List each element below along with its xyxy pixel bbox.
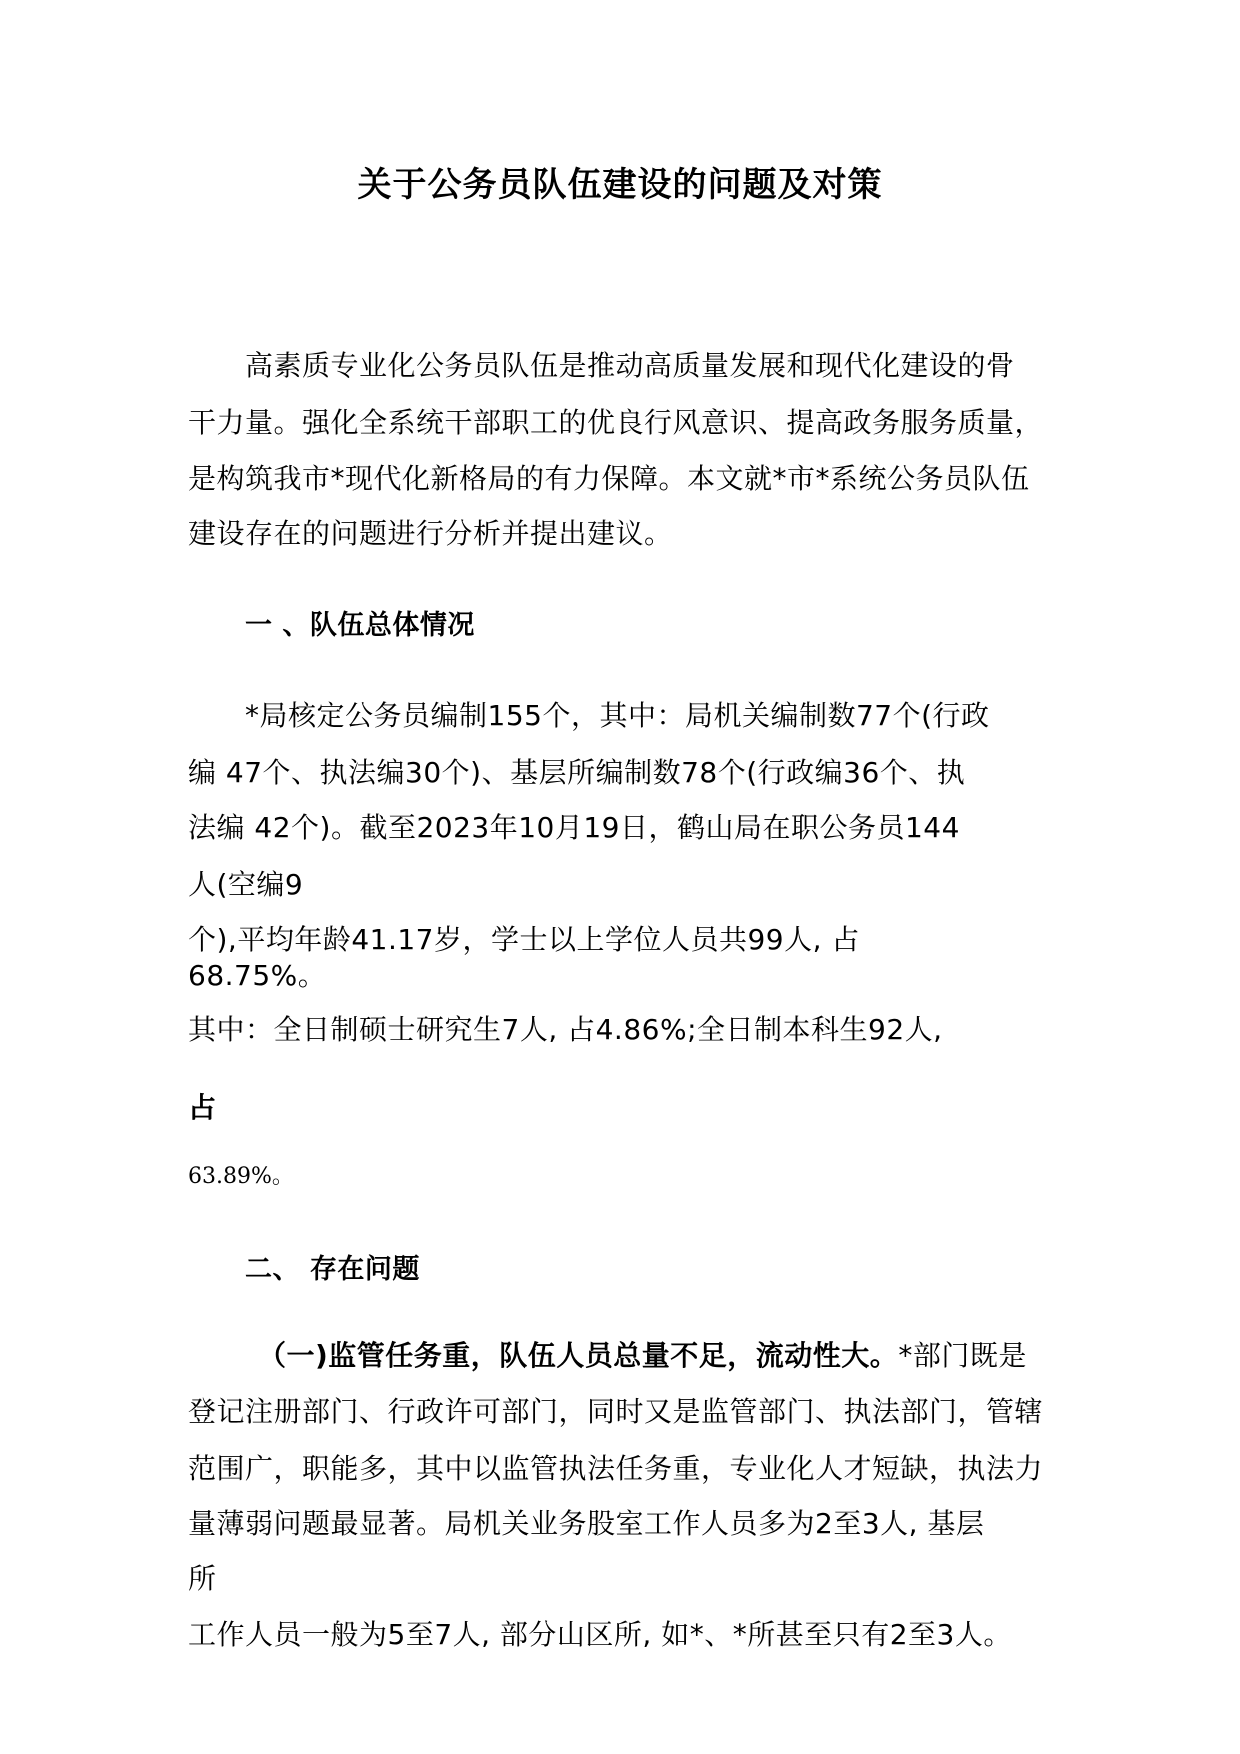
intro-line-3: 是构筑我市*现代化新格局的有力保障。本文就*市*系统公务员队伍 [188, 462, 1030, 495]
section-1-line-1: *局核定公务员编制155个，其中：局机关编制数77个(行政 [245, 699, 990, 732]
section-1-line-3: 法编 42个)。截至2023年10月19日，鹤山局在职公务员144 [188, 811, 960, 844]
section-1-line-5: 个),平均年龄41.17岁，学士以上学位人员共99人, 占 [188, 923, 860, 956]
intro-line-1: 高素质专业化公务员队伍是推动高质量发展和现代化建设的骨 [245, 349, 1015, 382]
section-1-line-6: 68.75%。 [188, 959, 327, 992]
section-2-sub-1-line-1 [258, 1336, 1027, 1376]
section-2-line-4: 所 [188, 1562, 217, 1595]
section-1-line-8: 占 [188, 1091, 217, 1124]
section-1-line-7: 其中：全日制硕士研究生7人, 占4.86%;全日制本科生92人, [188, 1013, 943, 1046]
intro-line-4: 建设存在的问题进行分析并提出建议。 [188, 517, 673, 550]
section-2-line-2: 范围广，职能多，其中以监管执法任务重，专业化人才短缺，执法力 [188, 1452, 1044, 1485]
section-1-line-4: 人(空编9 [188, 868, 304, 901]
section-1-line-2: 编 47个、执法编30个)、基层所编制数78个(行政编36个、执 [188, 756, 966, 789]
document-title: 关于公务员队伍建设的问题及对策 [357, 165, 883, 205]
section-1-line-9: 63.89%。 [188, 1164, 294, 1189]
section-1-heading: 一 、队伍总体情况 [245, 610, 475, 641]
section-2-sub-1-lead: *部门既是 [898, 1339, 1027, 1372]
section-2-line-1: 登记注册部门、行政许可部门，同时又是监管部门、执法部门，管辖 [188, 1395, 1044, 1428]
section-2-sub-1-heading: （一)监管任务重，队伍人员总量不足，流动性大。 [258, 1339, 899, 1372]
section-2-heading: 二、 存在问题 [245, 1254, 420, 1285]
intro-line-2: 干力量。强化全系统干部职工的优良行风意识、提高政务服务质量， [188, 406, 1044, 439]
section-2-line-5: 工作人员一般为5至7人, 部分山区所, 如*、*所甚至只有2至3人。 [188, 1618, 1012, 1651]
section-2-line-3: 量薄弱问题最显著。局机关业务股室工作人员多为2至3人, 基层 [188, 1507, 985, 1540]
